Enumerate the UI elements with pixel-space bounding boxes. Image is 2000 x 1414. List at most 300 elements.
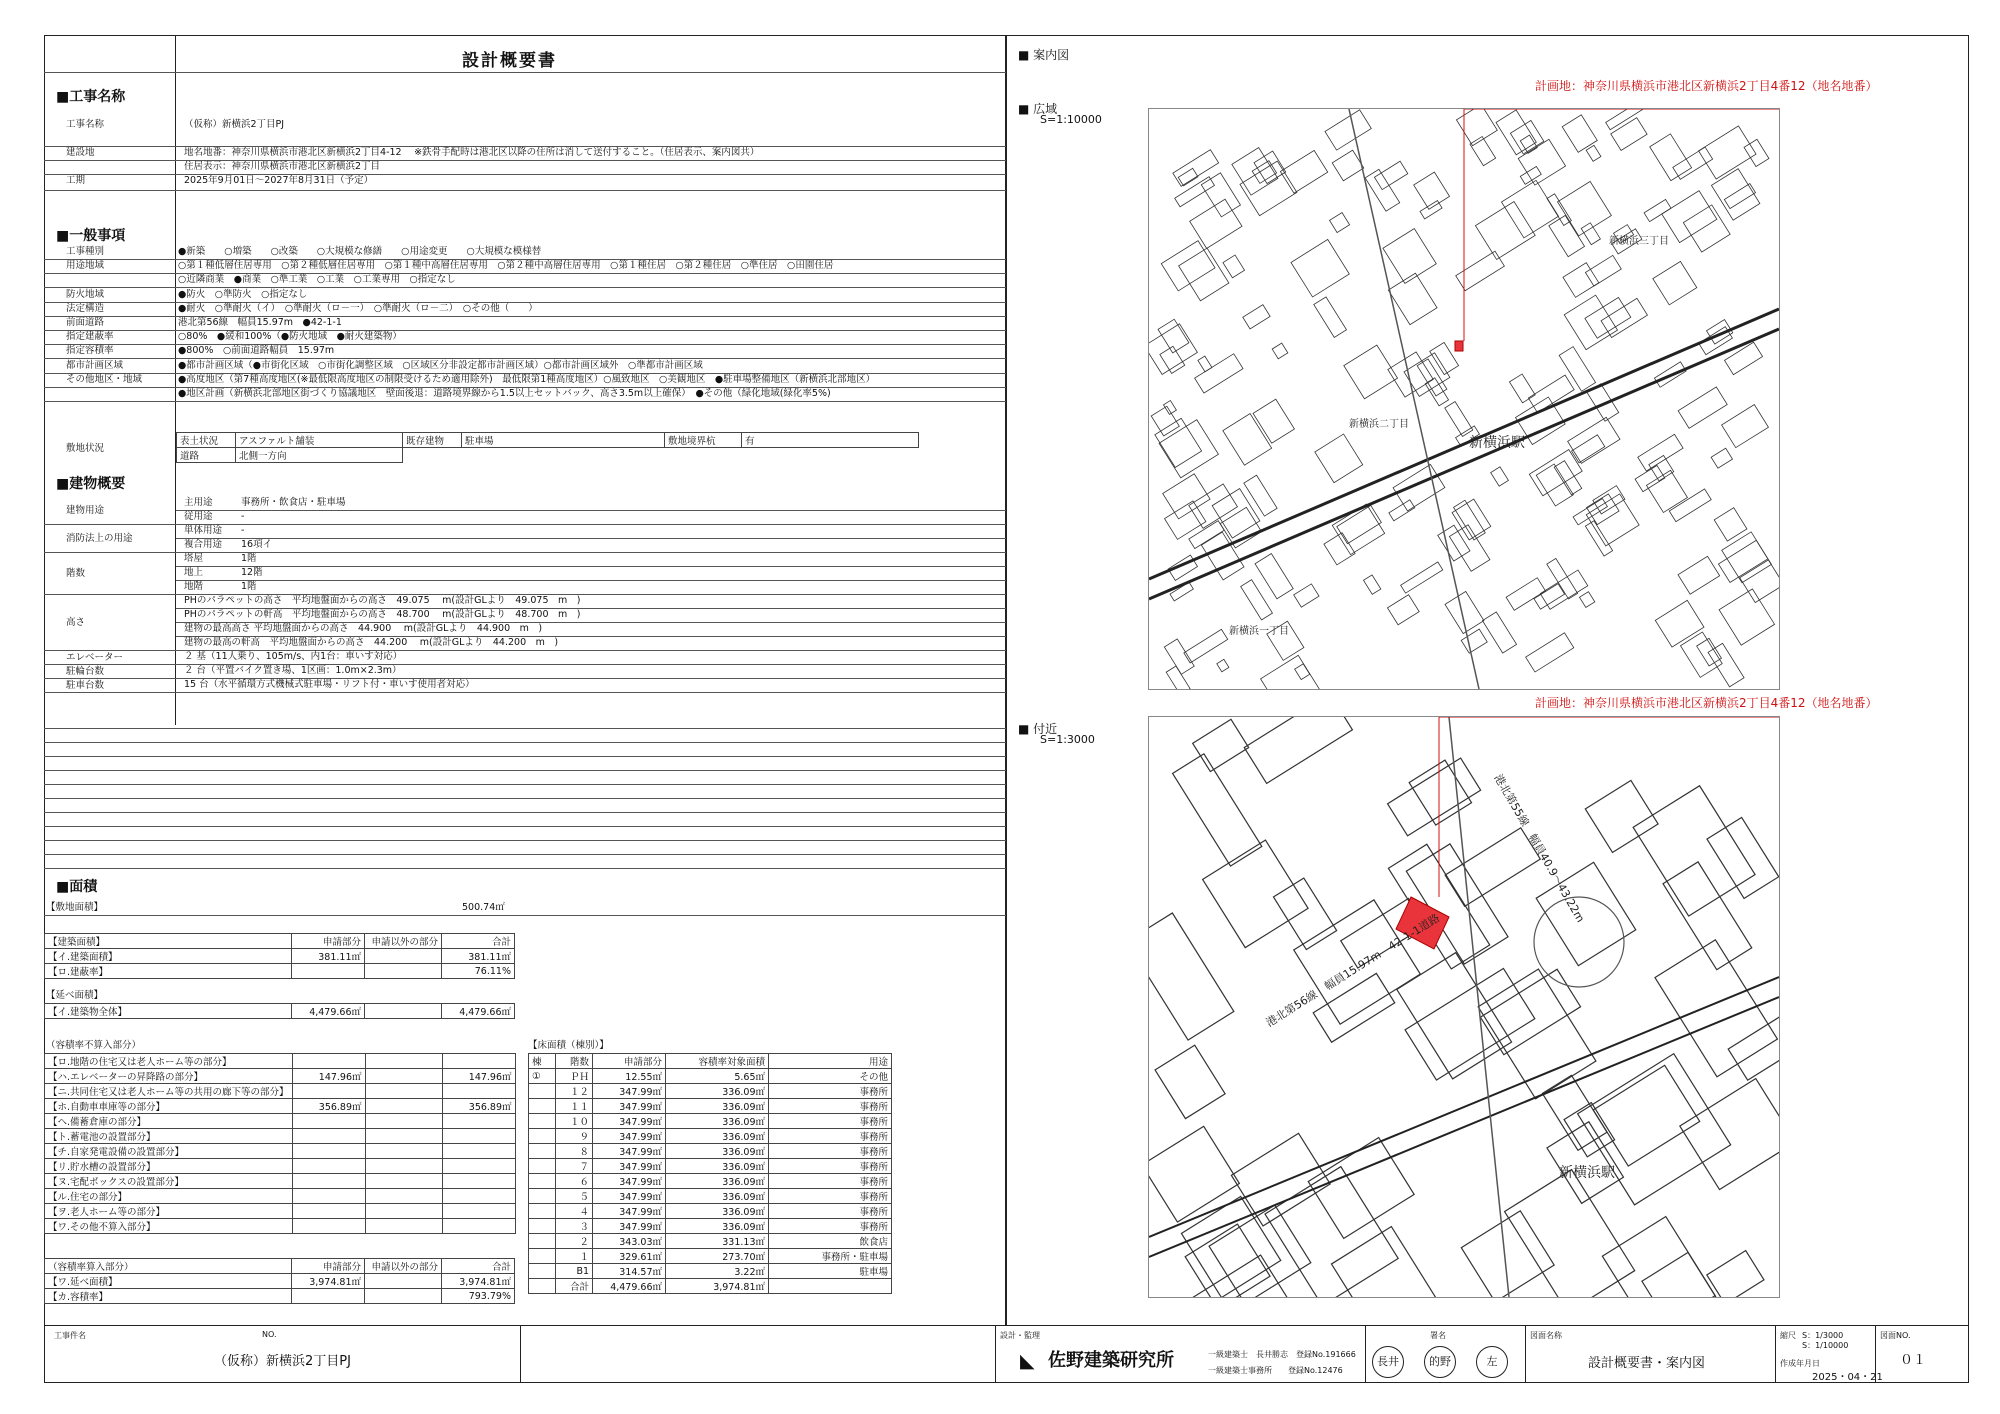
blank-row-rule: [44, 826, 1006, 827]
building-area-table-cell: 【ロ.建蔽率】: [45, 964, 292, 979]
near-area-map: [1148, 716, 1780, 1298]
excluded-area-table-cell: 【ロ.地階の住宅又は老人ホーム等の部分】: [45, 1054, 293, 1069]
building-row-line: PHのパラペットの高さ 平均地盤面からの高さ 49.075 m(設計GLより 49.075 m ): [184, 595, 581, 606]
building-footprint: [1159, 420, 1218, 478]
excluded-area-table-cell: [365, 1054, 442, 1069]
building-footprint: [1491, 467, 1509, 486]
building-footprint: [1244, 475, 1277, 516]
floor-by-building-table-cell: 336.09㎡: [666, 1159, 769, 1174]
building-row-line: 複合用途 16項イ: [184, 539, 273, 550]
building-footprint: [1155, 1045, 1225, 1118]
row-rule: [176, 538, 1006, 539]
building-footprint: [1505, 1170, 1635, 1297]
wide-site-note: 計画地：神奈川県横浜市港北区新横浜2丁目4番12（地名地番）: [1535, 79, 1878, 93]
included-area-table-cell: 3,974.81㎡: [292, 1274, 365, 1289]
excluded-area-table-cell: [292, 1174, 365, 1189]
building-row-line: ２ 台（平置バイク置き場、1区画：1.0m×2.3m）: [184, 665, 402, 676]
building-footprint: [1184, 629, 1228, 663]
floor-by-building-table-cell: 336.09㎡: [666, 1114, 769, 1129]
floor-by-building-table-row: [529, 1249, 892, 1264]
building-footprint: [1261, 655, 1320, 689]
building-footprint: [1223, 255, 1245, 278]
site-cell: 有: [742, 433, 919, 448]
building-footprint: [1496, 110, 1536, 155]
row-rule: [176, 510, 1006, 511]
building-row-line: 地上 12階: [184, 567, 263, 578]
wide-label-text: 広域: [1033, 102, 1058, 116]
building-row-label: 建物用途: [66, 505, 105, 516]
floor-area-table-cell: 【イ.建築物全体】: [45, 1004, 292, 1019]
excluded-area-table-row: [45, 1189, 516, 1204]
floor-by-building-table-cell: 合計: [556, 1279, 593, 1294]
excluded-area-table-row: [45, 1129, 516, 1144]
section-project: ■工事名称: [56, 89, 126, 105]
blank-row-rule: [44, 798, 1006, 799]
building-footprint: [1673, 147, 1713, 179]
building-footprint: [1456, 251, 1505, 291]
building-row-line: ２ 基（11人乗り、105m/s、内1台：車いす対応）: [184, 651, 403, 662]
titleblock-project: （仮称）新横浜2丁目PJ: [214, 1354, 351, 1369]
scale-label: 縮尺: [1780, 1331, 1796, 1340]
building-row-label: 駐輪台数: [66, 666, 105, 677]
site-cell: 駐車場: [462, 433, 665, 448]
excluded-area-table-cell: [365, 1129, 442, 1144]
excluded-area-table-cell: 【ヘ.備蓄倉庫の部分】: [45, 1114, 293, 1129]
floor-by-building-table-cell: 事務所: [769, 1159, 892, 1174]
building-footprint: [1388, 352, 1433, 397]
building-footprint: [1149, 324, 1197, 375]
floor-by-building-table-cell: 事務所: [769, 1144, 892, 1159]
site-cell: 既存建物: [403, 433, 462, 448]
floor-area-table: [44, 1003, 515, 1019]
building-footprint: [1683, 205, 1730, 252]
general-row-label: 防火地域: [66, 288, 105, 300]
building-footprint: [1728, 1012, 1779, 1080]
floor-by-building-table-cell: 336.09㎡: [666, 1099, 769, 1114]
building-area-table-cell: 【建築面積】: [45, 934, 292, 949]
floor-by-building-table-row: [529, 1129, 892, 1144]
excluded-area-table-cell: [365, 1084, 442, 1099]
floor-area-table-cell: 4,479.66㎡: [292, 1004, 365, 1019]
floor-by-building-table-cell: 336.09㎡: [666, 1189, 769, 1204]
floor-by-building-table-cell: 事務所: [769, 1099, 892, 1114]
included-area-table-cell: [292, 1289, 365, 1304]
building-footprint: [1445, 402, 1473, 437]
excluded-area-table-cell: [365, 1204, 442, 1219]
floor-by-building-table-row: [529, 1159, 892, 1174]
building-footprint: [1586, 145, 1601, 161]
building-footprint: [1536, 464, 1573, 506]
wide-map-scale: S=1:10000: [1040, 113, 1102, 126]
floor-by-building-table-cell: [529, 1234, 556, 1249]
building-footprint: [1655, 940, 1777, 1077]
floor-by-building-table-cell: 347.99㎡: [593, 1099, 666, 1114]
building-footprint: [1387, 595, 1419, 625]
floor-by-building-table-cell: 336.09㎡: [666, 1144, 769, 1159]
included-area-table-row: [45, 1274, 515, 1289]
floor-by-building-table-cell: 事務所: [769, 1084, 892, 1099]
site-cell: 道路: [177, 448, 236, 463]
map-title: 案内図: [1033, 48, 1070, 62]
building-footprint: [1653, 261, 1697, 304]
excluded-area-table-cell: 【ハ.エレベーターの昇降路の部分】: [45, 1069, 293, 1084]
building-footprint: [1678, 387, 1727, 428]
railway-line: [1149, 309, 1779, 579]
building-footprint: [1509, 374, 1535, 403]
titleblock-divider: [1775, 1325, 1776, 1383]
included-area-table-cell: 793.79%: [442, 1289, 515, 1304]
general-row-label: 都市計画区域: [66, 359, 124, 371]
building-footprint: [1383, 229, 1436, 284]
site-cell: アスファルト舗装: [236, 433, 403, 448]
floor-by-building-table-cell: [529, 1144, 556, 1159]
floor-by-building-table-row: [529, 1234, 892, 1249]
general-row-value: ●新築 ○増築 ○改築 ○大規模な修繕 ○用途変更 ○大規模な模様替: [178, 246, 542, 257]
building-row-label: 駐車台数: [66, 680, 105, 691]
blank-row-rule: [44, 840, 1006, 841]
firm-name: 佐野建築研究所: [1048, 1350, 1174, 1371]
general-row-value: ●高度地区（第7種高度地区(※最低限高度地区の制限受けるため適用除外) 最低限第1種高度地区）○風致地区 ○美観地区 ●駐車場整備地区（新横浜北部地区）: [178, 373, 876, 385]
building-footprint: [1195, 354, 1243, 393]
floor-by-building-table-row: [529, 1279, 892, 1294]
building-footprint: [1678, 556, 1720, 594]
excluded-area-table-cell: [442, 1174, 515, 1189]
building-area-table-row: [45, 964, 515, 979]
building-row-line: PHのパラペットの軒高 平均地盤面からの高さ 48.700 m(設計GLより 48.700 m ): [184, 609, 581, 620]
floor-by-building-table-cell: １１: [556, 1099, 593, 1114]
site-marker: [1455, 341, 1463, 351]
building-footprint: [1173, 754, 1262, 866]
building-footprint: [1581, 223, 1600, 245]
building-footprint: [1482, 612, 1516, 653]
floor-by-building-table-cell: 容積率対象面積: [666, 1054, 769, 1069]
excluded-area-table-cell: [292, 1204, 365, 1219]
building-footprint: [1585, 521, 1612, 556]
building-footprint: [1160, 346, 1185, 373]
floor-by-building-table-cell: [529, 1204, 556, 1219]
site-table-row: [177, 433, 919, 448]
floor-by-building-table-row: [529, 1264, 892, 1279]
floor-by-building-table-cell: ７: [556, 1159, 593, 1174]
included-area-table-cell: [365, 1274, 442, 1289]
building-row-line: 建物の最高高さ 平均地盤面からの高さ 44.900 m(設計GLより 44.900 m ): [184, 623, 543, 634]
excluded-area-table-row: [45, 1174, 516, 1189]
site-table: [176, 432, 919, 463]
building-footprint: [1332, 504, 1384, 555]
near-label-text: 付近: [1033, 722, 1058, 736]
titleblock-divider: [1365, 1325, 1366, 1383]
building-area-table-cell: 381.11㎡: [292, 949, 365, 964]
building-area-table-cell: 合計: [442, 934, 515, 949]
drawing-label: 図面名称: [1530, 1331, 1562, 1340]
site-area-label: 【敷地面積】: [46, 902, 104, 913]
excluded-area-table-cell: 356.89㎡: [442, 1099, 515, 1114]
floor-by-building-table-cell: 347.99㎡: [593, 1219, 666, 1234]
excluded-area-table-cell: [442, 1084, 515, 1099]
building-footprint: [1579, 592, 1594, 608]
included-area-table-cell: 【ワ.延べ面積】: [45, 1274, 292, 1289]
floor-by-building-table-cell: 12.55㎡: [593, 1069, 666, 1084]
building-row-line: 塔屋 1階: [184, 553, 257, 564]
building-area-table-cell: [365, 949, 442, 964]
design-label: 設計・監理: [1000, 1331, 1040, 1340]
excluded-area-table-cell: [365, 1114, 442, 1129]
building-area-table-row: [45, 934, 515, 949]
building-footprint: [1554, 461, 1582, 495]
site-cell: 表土状況: [177, 433, 236, 448]
railway-line: [1149, 997, 1779, 1257]
building-footprint: [1585, 255, 1621, 286]
near-site-note: 計画地：神奈川県横浜市港北区新横浜2丁目4番12（地名地番）: [1535, 696, 1878, 710]
floor-by-building-table-row: [529, 1114, 892, 1129]
building-footprint: [1638, 434, 1683, 471]
building-footprint: [1725, 342, 1763, 374]
floor-by-building-table-cell: [529, 1084, 556, 1099]
building-footprint: [1662, 191, 1717, 243]
floor-by-building-title: 【床面積（棟別）】: [528, 1040, 609, 1051]
floor-by-building-table-row: [529, 1174, 892, 1189]
blank-row-rule: [44, 854, 1006, 855]
floor-by-building-table-cell: 347.99㎡: [593, 1144, 666, 1159]
floor-by-building-table-cell: 事務所: [769, 1189, 892, 1204]
building-footprint: [1602, 1217, 1715, 1297]
excluded-area-table-cell: [365, 1069, 442, 1084]
architect-1: 一級建築士 長井勝志 登録No.191666: [1208, 1350, 1356, 1359]
building-footprint: [1388, 758, 1481, 836]
included-area-table-cell: 【カ.容積率】: [45, 1289, 292, 1304]
excluded-area-table-cell: [292, 1129, 365, 1144]
excluded-area-table-cell: 147.96㎡: [442, 1069, 515, 1084]
map-label: 港北第55線 幅員40.9～43.22m: [1491, 772, 1588, 925]
excluded-area-table-cell: [442, 1054, 515, 1069]
floor-by-building-table-cell: 347.99㎡: [593, 1189, 666, 1204]
building-footprint: [1149, 913, 1234, 1040]
building-footprint: [1568, 417, 1620, 463]
building-area-table-cell: [292, 964, 365, 979]
excluded-area-table-cell: [292, 1144, 365, 1159]
blank-row-rule: [44, 756, 1006, 757]
floor-by-building-table-cell: 事務所: [769, 1174, 892, 1189]
scale-2: S：1/10000: [1802, 1341, 1849, 1350]
floor-by-building-table-cell: 343.03㎡: [593, 1234, 666, 1249]
center-divider: [1005, 35, 1007, 1325]
floor-by-building-table-cell: 事務所: [769, 1204, 892, 1219]
map-label: 新横浜三丁目: [1609, 236, 1669, 247]
building-footprint: [1564, 1103, 1615, 1157]
included-area-table-cell: 合計: [442, 1259, 515, 1274]
building-footprint: [1445, 828, 1540, 907]
blank-row-rule: [44, 770, 1006, 771]
floor-by-building-table-cell: １: [556, 1249, 593, 1264]
building-footprint: [1374, 161, 1407, 189]
building-footprint: [1315, 434, 1363, 483]
building-area-table: [44, 933, 515, 979]
project-row-label: 工事名称: [66, 119, 105, 130]
excluded-area-table-cell: [365, 1159, 442, 1174]
excluded-area-table-cell: [365, 1174, 442, 1189]
floor-by-building-table-cell: 347.99㎡: [593, 1084, 666, 1099]
excluded-area-table-cell: 【ヲ.老人ホーム等の部分】: [45, 1204, 293, 1219]
map-label: 新横浜駅: [1469, 435, 1525, 451]
building-footprint: [1558, 181, 1612, 235]
building-footprint: [1337, 505, 1382, 543]
floor-by-building-table-cell: 314.57㎡: [593, 1264, 666, 1279]
floor-by-building-table-cell: [769, 1279, 892, 1294]
building-footprint: [1223, 414, 1272, 466]
site-cell: 北側一方向: [236, 448, 403, 463]
general-row-label: 前面道路: [66, 317, 105, 328]
floor-by-building-table-cell: その他: [769, 1069, 892, 1084]
titleblock-divider: [1525, 1325, 1526, 1383]
building-footprint: [1255, 554, 1293, 599]
building-footprint: [1212, 489, 1260, 539]
row-rule: [44, 915, 1006, 916]
building-footprint: [1707, 817, 1779, 898]
railway-line: [1149, 977, 1779, 1237]
floor-by-building-table-cell: [529, 1159, 556, 1174]
map-label: 新横浜一丁目: [1229, 626, 1289, 637]
building-footprint: [1240, 161, 1297, 216]
building-row-line: 主用途 事務所・飲食店・駐車場: [184, 497, 346, 508]
floor-by-building-table-cell: 階数: [556, 1054, 593, 1069]
general-row-label: その他地区・地域: [66, 373, 143, 385]
building-footprint: [1243, 305, 1270, 329]
building-footprint: [1325, 110, 1371, 150]
date-label: 作成年月日: [1780, 1359, 1820, 1368]
building-footprint: [1452, 499, 1491, 540]
excluded-area-table-row: [45, 1219, 516, 1234]
building-area-table-cell: 申請以外の部分: [365, 934, 442, 949]
excluded-area-table-cell: [365, 1189, 442, 1204]
floor-by-building-table-cell: ６: [556, 1174, 593, 1189]
building-footprint: [1633, 786, 1755, 916]
building-footprint: [1203, 840, 1309, 948]
floor-by-building-table-cell: ４: [556, 1204, 593, 1219]
included-area-table-row: [45, 1289, 515, 1304]
floor-by-building-table-cell: [529, 1279, 556, 1294]
floor-by-building-table-row: [529, 1084, 892, 1099]
general-row-label: 指定容積率: [66, 345, 114, 357]
building-row-label: 階数: [66, 568, 86, 579]
no-label: NO.: [262, 1330, 277, 1339]
floor-by-building-table-cell: 347.99㎡: [593, 1129, 666, 1144]
floor-by-building-table-cell: ５: [556, 1189, 593, 1204]
floor-by-building-table-cell: 棟: [529, 1054, 556, 1069]
floor-by-building-table-cell: [529, 1264, 556, 1279]
building-area-table-row: [45, 949, 515, 964]
excluded-area-table-row: [45, 1054, 516, 1069]
building-footprint: [1606, 109, 1648, 130]
floor-by-building-table-row: [529, 1144, 892, 1159]
building-footprint: [1719, 589, 1774, 645]
floor-by-building-table-cell: 事務所: [769, 1129, 892, 1144]
section-area: ■面積: [56, 879, 98, 895]
building-footprint: [1405, 968, 1535, 1080]
general-row-label: 工事種別: [66, 246, 105, 257]
map-label: 港北第56線 幅員15.97m 42-1-1道路: [1263, 911, 1443, 1030]
row-rule: [44, 401, 1006, 402]
excluded-area-table-cell: [292, 1114, 365, 1129]
included-area-table-cell: [365, 1289, 442, 1304]
general-row-value: ○近隣商業 ●商業 ○準工業 ○工業 ○工業専用 ○指定なし: [178, 274, 456, 286]
floor-area-table-row: [45, 1004, 515, 1019]
floor-by-building-table-cell: B1: [556, 1264, 593, 1279]
map-label: 新横浜二丁目: [1349, 419, 1409, 430]
floor-by-building-table-cell: 駐車場: [769, 1264, 892, 1279]
building-footprint: [1724, 184, 1755, 209]
floor-by-building-table-cell: 273.70㎡: [666, 1249, 769, 1264]
excluded-area-table-row: [45, 1069, 516, 1084]
floor-by-building-table-row: [529, 1069, 892, 1084]
building-footprint: [1280, 150, 1327, 193]
included-area-table-cell: 3,974.81㎡: [442, 1274, 515, 1289]
architect-2: 一級建築士事務所 登録No.12476: [1208, 1366, 1343, 1375]
building-footprint: [1547, 558, 1578, 599]
blank-row-rule: [44, 868, 1006, 869]
excluded-area-table-row: [45, 1114, 516, 1129]
floor-by-building-table-cell: 3.22㎡: [666, 1264, 769, 1279]
excluded-area-table-cell: 【リ.貯水槽の設置部分】: [45, 1159, 293, 1174]
included-area-table-cell: 申請以外の部分: [365, 1259, 442, 1274]
main-road: [1349, 109, 1479, 689]
building-footprint: [1232, 148, 1278, 196]
floor-by-building-table-cell: ２: [556, 1234, 593, 1249]
excluded-area-table-cell: 【ホ.自動車車庫等の部分】: [45, 1099, 293, 1114]
seal-stamp: 長井: [1372, 1346, 1404, 1378]
building-footprint: [1663, 862, 1752, 970]
building-footprint: [1526, 633, 1574, 672]
wide-map-label: ■ 広域: [1018, 102, 1058, 116]
building-footprint: [1244, 717, 1352, 783]
floor-by-building-table-cell: 4,479.66㎡: [593, 1279, 666, 1294]
floor-by-building-table-cell: 3,974.81㎡: [666, 1279, 769, 1294]
building-area-table-cell: 76.11%: [442, 964, 515, 979]
building-footprint: [1401, 562, 1443, 593]
building-footprint: [1578, 1054, 1731, 1205]
building-area-table-cell: [365, 964, 442, 979]
floor-by-building-table-cell: [529, 1099, 556, 1114]
general-row-value: ○第１種低層住居専用 ○第２種低層住居専用 ○第１種中高層住居専用 ○第２種中高層住居専用 ○第１種住居 ○第２種住居 ○準住居 ○田園住居: [178, 260, 834, 272]
building-footprint: [1510, 120, 1543, 154]
excluded-area-table-row: [45, 1204, 516, 1219]
excluded-area-table-cell: 356.89㎡: [292, 1099, 365, 1114]
building-footprint: [1178, 168, 1198, 186]
floor-by-building-table-cell: 347.99㎡: [593, 1174, 666, 1189]
general-row-value: ●防火 ○準防火 ○指定なし: [178, 288, 308, 300]
general-row-value: ●800% ○前面道路幅員 15.97m: [178, 345, 335, 357]
seal-label: 署名: [1430, 1331, 1446, 1340]
building-footprint: [1164, 639, 1194, 674]
building-footprint: [1331, 1227, 1442, 1297]
floor-by-building-table-cell: 申請部分: [593, 1054, 666, 1069]
floor-by-building-table-cell: 347.99㎡: [593, 1159, 666, 1174]
floor-by-building-table-cell: 事務所: [769, 1219, 892, 1234]
top-rule: [44, 72, 1006, 73]
main-road: [1449, 717, 1509, 1297]
building-footprint: [1680, 1079, 1779, 1190]
floor-by-building-table-cell: ８: [556, 1144, 593, 1159]
building-footprint: [1179, 248, 1229, 301]
building-area-table-cell: 申請部分: [292, 934, 365, 949]
floor-area-table-cell: [365, 1004, 442, 1019]
building-footprint: [1642, 1252, 1741, 1297]
floor-by-building-table-cell: 事務所: [769, 1114, 892, 1129]
excluded-area-table-cell: [365, 1099, 442, 1114]
building-footprint: [1430, 342, 1459, 374]
map-label: 新横浜駅: [1559, 1165, 1615, 1181]
building-footprint: [1193, 719, 1249, 771]
floor-by-building-table-cell: [529, 1129, 556, 1144]
